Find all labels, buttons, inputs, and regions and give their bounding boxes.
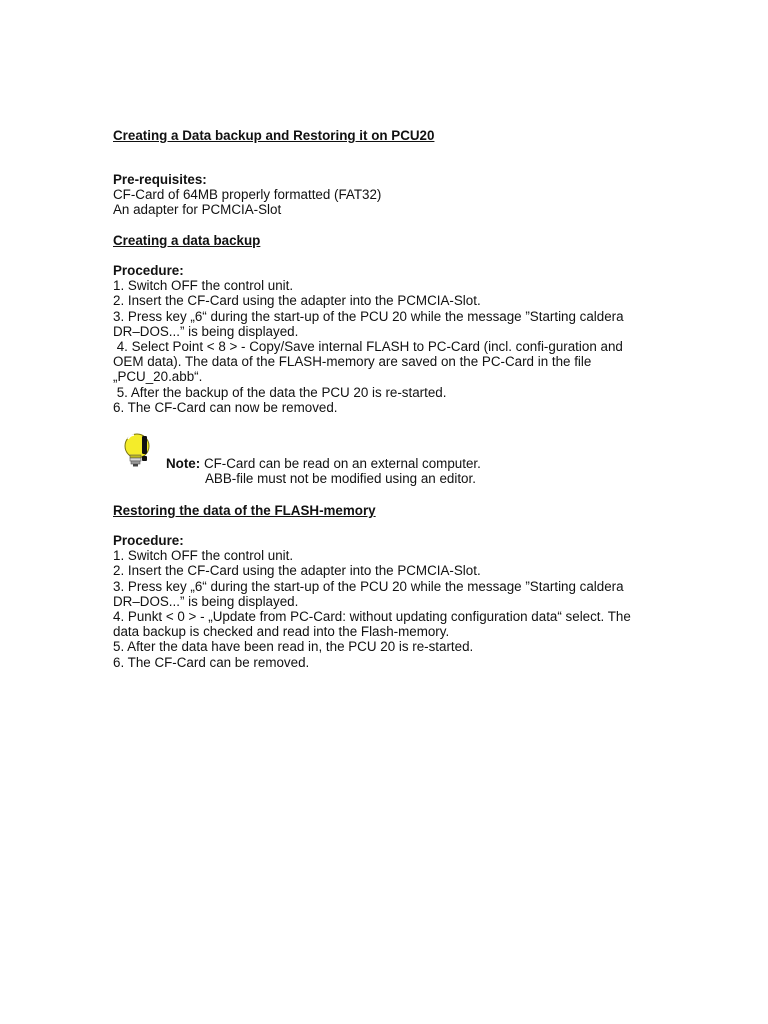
backup-step-line: 1. Switch OFF the control unit. — [113, 278, 294, 294]
prerequisite-item: An adapter for PCMCIA-Slot — [113, 202, 282, 218]
prerequisites-label: Pre-requisites: — [113, 172, 207, 187]
note-block — [166, 456, 646, 486]
backup-step-line: „PCU_20.abb“. — [113, 369, 203, 385]
lightbulb-warning-icon — [118, 431, 158, 471]
restore-step-line: 2. Insert the CF-Card using the adapter into the PCMCIA-Slot. — [113, 563, 481, 579]
backup-procedure — [113, 263, 673, 415]
backup-step-line: 4. Select Point < 8 > - Copy/Save internal FLASH to PC-Card (incl. confi-guration and — [113, 339, 623, 355]
backup-step-line: 3. Press key „6“ during the start-up of the PCU 20 while the message ”Starting caldera — [113, 308, 624, 324]
backup-step-line: 6. The CF-Card can now be removed. — [113, 399, 338, 415]
document-title-block — [113, 128, 673, 143]
backup-step-line: 5. After the backup of the data the PCU 20 is re-started. — [113, 384, 447, 400]
restore-procedure — [113, 533, 673, 670]
backup-section — [113, 233, 673, 248]
backup-heading: Creating a data backup — [113, 233, 261, 248]
restore-heading: Restoring the data of the FLASH-memory — [113, 503, 376, 518]
restore-procedure-label: Procedure: — [113, 533, 184, 548]
restore-step-line: 4. Punkt < 0 > - „Update from PC-Card: without updating configuration data“ select. The — [113, 609, 631, 625]
note-text: ABB-file must not be modified using an editor. — [205, 471, 476, 487]
restore-step-line: 3. Press key „6“ during the start-up of the PCU 20 while the message ”Starting caldera — [113, 578, 624, 594]
backup-step-line: DR–DOS...” is being displayed. — [113, 323, 299, 339]
note-text: CF-Card can be read on an external computer. — [200, 456, 481, 471]
restore-step-line: data backup is checked and read into the Flash-memory. — [113, 624, 450, 640]
backup-procedure-label: Procedure: — [113, 263, 184, 278]
prerequisite-item: CF-Card of 64MB properly formatted (FAT32) — [113, 187, 382, 203]
restore-step-line: 5. After the data have been read in, the PCU 20 is re-started. — [113, 639, 474, 655]
prerequisites-block — [113, 172, 673, 218]
restore-step-line: 6. The CF-Card can be removed. — [113, 654, 310, 670]
restore-step-line: 1. Switch OFF the control unit. — [113, 548, 294, 564]
restore-section — [113, 503, 673, 518]
restore-step-line: DR–DOS...” is being displayed. — [113, 593, 299, 609]
document-title: Creating a Data backup and Restoring it on PCU20 — [113, 128, 435, 143]
backup-step-line: OEM data). The data of the FLASH-memory are saved on the PC-Card in the file — [113, 354, 592, 370]
note-label: Note: — [166, 456, 201, 471]
backup-step-line: 2. Insert the CF-Card using the adapter into the PCMCIA-Slot. — [113, 293, 481, 309]
